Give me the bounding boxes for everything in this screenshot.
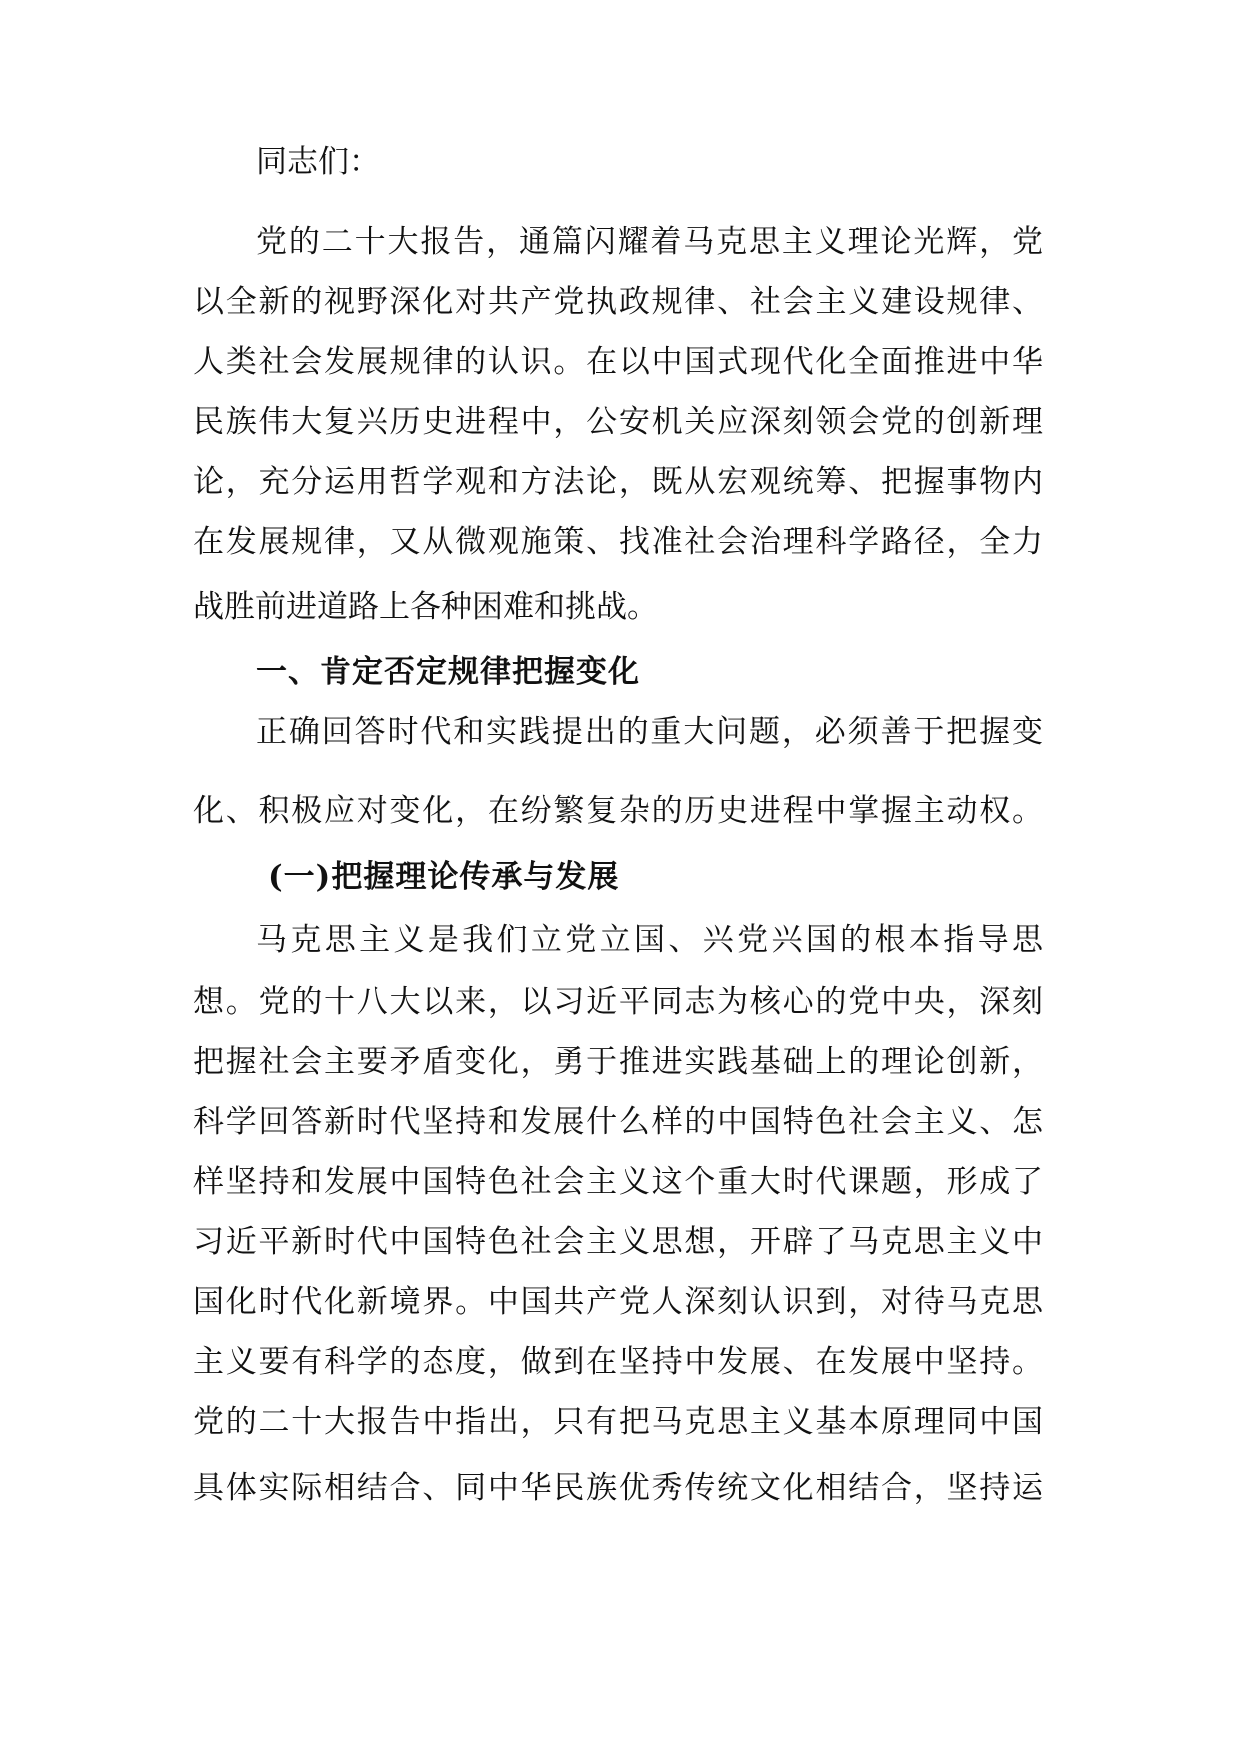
paragraph-1-line-4: 民族伟大复兴历史进程中，公安机关应深刻领会党的创新理 [193,404,1043,440]
paragraph-1-line-3: 人类社会发展规律的认识。在以中国式现代化全面推进中华 [193,344,1043,380]
paragraph-1-line-6: 在发展规律，又从微观施策、找准社会治理科学路径，全力 [193,524,1043,560]
paragraph-1-line-2: 以全新的视野深化对共产党执政规律、社会主义建设规律、 [193,284,1043,320]
paragraph-3-line-10: 具体实际相结合、同中华民族优秀传统文化相结合，坚持运 [193,1470,1043,1506]
paragraph-3-line-5: 样坚持和发展中国特色社会主义这个重大时代课题，形成了 [193,1164,1043,1200]
paragraph-1-line-1: 党的二十大报告，通篇闪耀着马克思主义理论光辉，党 [256,224,1043,260]
paragraph-1-line-7: 战胜前进道路上各种困难和挑战。 [193,589,658,625]
paragraph-3-line-8: 主义要有科学的态度，做到在坚持中发展、在发展中坚持。 [193,1344,1043,1380]
paragraph-3-line-9: 党的二十大报告中指出，只有把马克思主义基本原理同中国 [193,1404,1043,1440]
paragraph-3-line-2: 想。党的十八大以来，以习近平同志为核心的党中央，深刻 [193,984,1043,1020]
paragraph-2-line-1: 正确回答时代和实践提出的重大问题，必须善于把握变 [256,714,1043,750]
paragraph-3-line-1: 马克思主义是我们立党立国、兴党兴国的根本指导思 [256,922,1043,958]
paragraph-1-line-5: 论，充分运用哲学观和方法论，既从宏观统筹、把握事物内 [193,464,1043,500]
paragraph-3-line-6: 习近平新时代中国特色社会主义思想，开辟了马克思主义中 [193,1224,1043,1260]
salutation: 同志们： [256,144,380,180]
section-heading-1: 一、肯定否定规律把握变化 [256,654,640,690]
paragraph-2-line-2: 化、积极应对变化，在纷繁复杂的历史进程中掌握主动权。 [193,793,1043,829]
paragraph-3-line-3: 把握社会主要矛盾变化，勇于推进实践基础上的理论创新， [193,1044,1043,1080]
paragraph-3-line-7: 国化时代化新境界。中国共产党人深刻认识到，对待马克思 [193,1284,1043,1320]
subsection-heading-1-1: (一)把握理论传承与发展 [268,859,620,895]
paragraph-3-line-4: 科学回答新时代坚持和发展什么样的中国特色社会主义、怎 [193,1104,1043,1140]
